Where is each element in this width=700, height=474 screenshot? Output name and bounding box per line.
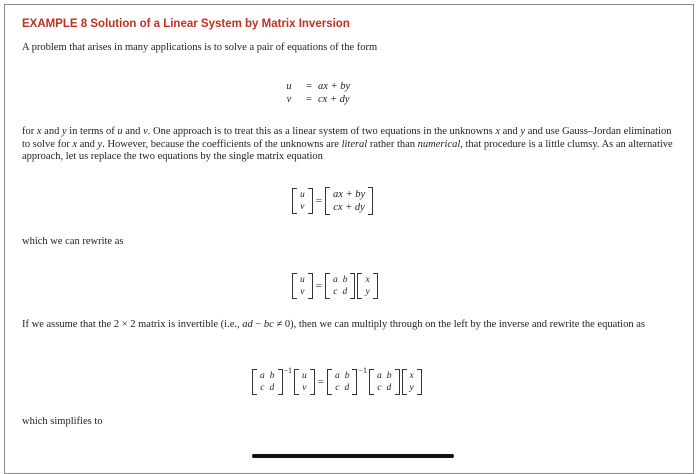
- matrix-equation-3: [252, 366, 422, 395]
- vector-rhs: ax + by cx + dy: [325, 187, 373, 215]
- equation-rhs: cx + dy: [318, 94, 350, 105]
- paragraph-approach: for x and y in terms of u and v. One approach is to treat this as a linear system of two equations in the unknowns x and y and use Gauss–Jordan elimination to solve for x and y. However, because the coefficients of the unknowns are literal rather than numerical, that procedure is a little clumsy. As an alternative approach, let us replace the two equations by the single matrix equation: [22, 126, 673, 162]
- matrix-equation-2: [292, 273, 378, 299]
- equation-row-1: [278, 80, 350, 93]
- paragraph-intro: A problem that arises in many applications is to solve a pair of equations of the form: [22, 42, 378, 53]
- vector-xy: x y: [402, 369, 422, 395]
- scroll-indicator[interactable]: [252, 454, 454, 458]
- vector-uv: u v: [292, 273, 313, 299]
- equals-sign: =: [315, 195, 322, 207]
- equation-operator: =: [306, 81, 312, 92]
- coefficient-matrix: a b c d: [327, 369, 358, 395]
- equals-sign: =: [317, 376, 324, 388]
- equals-sign: =: [315, 280, 322, 292]
- equation-lhs: v: [286, 94, 292, 105]
- paragraph-rewrite: which we can rewrite as: [22, 236, 124, 247]
- equation-row-2: [278, 93, 350, 106]
- paragraph-simplifies: which simplifies to: [22, 416, 103, 427]
- paragraph-invertible: If we assume that the 2 × 2 matrix is invertible (i.e., ad − bc ≠ 0), then we can multiply through on the left by the inverse and rewrite the equation as: [22, 319, 645, 330]
- vector-uv: u v: [292, 188, 313, 214]
- coefficient-matrix: a b c d: [252, 369, 283, 395]
- matrix-equation-1: [292, 187, 373, 215]
- coefficient-matrix: a b c d: [325, 273, 356, 299]
- example-label: EXAMPLE 8: [22, 18, 88, 30]
- equation-system: [278, 80, 350, 106]
- inverse-exponent: −1: [283, 366, 293, 375]
- vector-uv: u v: [294, 369, 315, 395]
- example-title: Solution of a Linear System by Matrix Inversion: [90, 18, 350, 30]
- coefficient-matrix: a b c d: [369, 369, 400, 395]
- equation-operator: =: [306, 94, 312, 105]
- vector-xy: x y: [357, 273, 377, 299]
- example-heading: [22, 18, 350, 30]
- equation-rhs: ax + by: [318, 81, 351, 92]
- inverse-exponent: −1: [358, 366, 367, 375]
- equation-lhs: u: [286, 81, 292, 92]
